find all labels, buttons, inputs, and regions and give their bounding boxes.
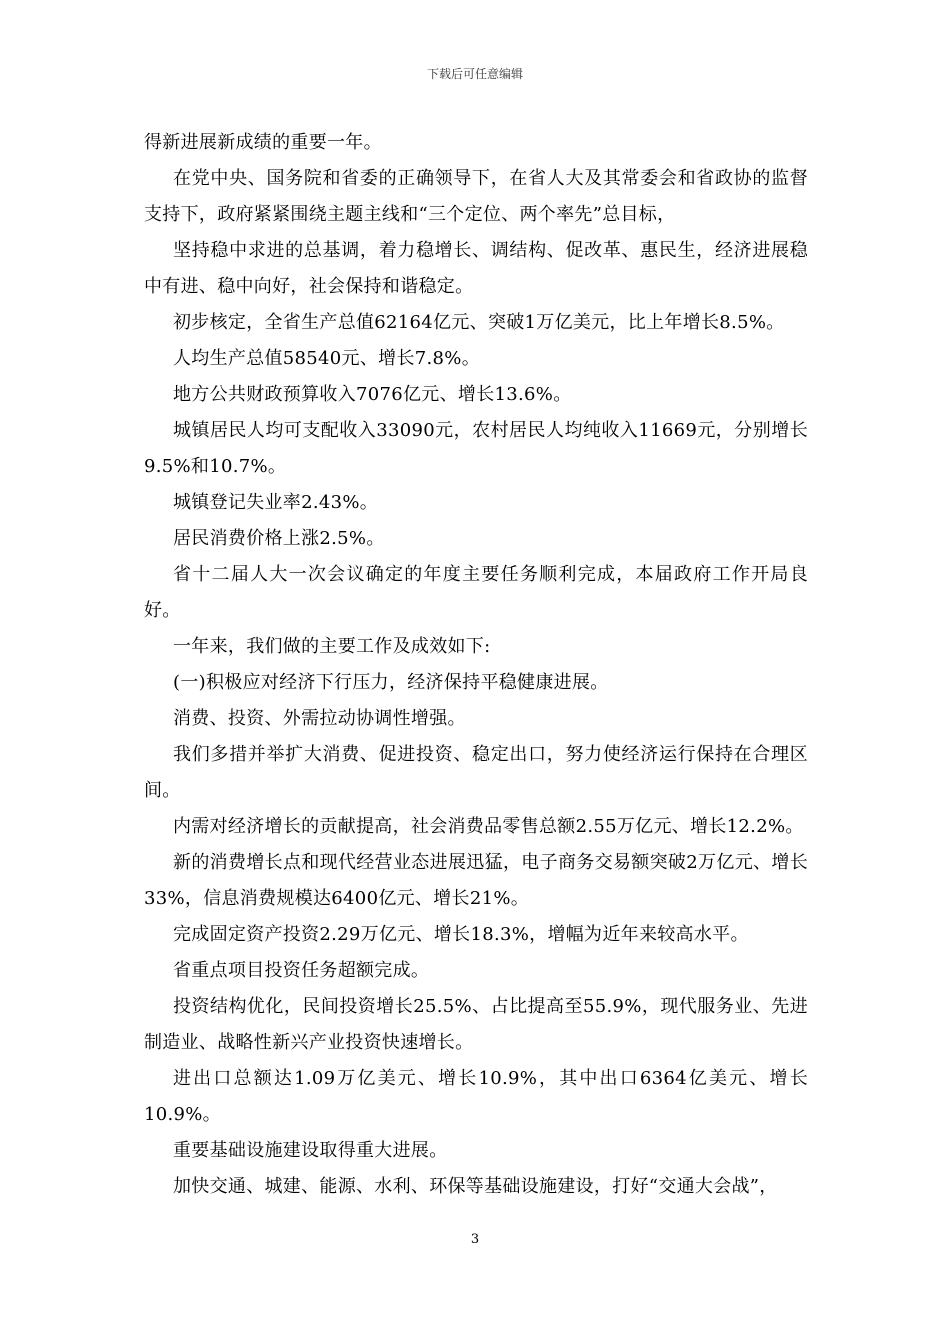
body-paragraph: 城镇居民人均可支配收入33090元，农村居民人均纯收入11669元，分别增长9.5%和10.7%。	[144, 420, 808, 477]
body-paragraph: 省重点项目投资任务超额完成。	[173, 960, 430, 981]
body-paragraph: 新的消费增长点和现代经营业态进展迅猛，电子商务交易额突破2万亿元、增长33%，信息消费规模达6400亿元、增长21%。	[144, 852, 808, 909]
body-paragraph: 省十二届人大一次会议确定的年度主要任务顺利完成，本届政府工作开局良好。	[144, 564, 808, 621]
body-paragraph: 内需对经济增长的贡献提高，社会消费品零售总额2.55万亿元、增长12.2%。	[173, 816, 804, 837]
body-paragraph: 加快交通、城建、能源、水利、环保等基础设施建设，打好“交通大会战”，	[173, 1176, 778, 1197]
body-paragraph: 消费、投资、外需拉动协调性增强。	[173, 708, 466, 729]
body-paragraph: 人均生产总值58540元、增长7.8%。	[173, 348, 480, 369]
document-body	[144, 125, 808, 1205]
body-paragraph: 在党中央、国务院和省委的正确领导下，在省人大及其常委会和省政协的监督支持下，政府紧紧围绕主题主线和“三个定位、两个率先”总目标，	[144, 168, 808, 225]
body-paragraph: 投资结构优化，民间投资增长25.5%、占比提高至55.9%，现代服务业、先进制造业、战略性新兴产业投资快速增长。	[144, 996, 808, 1053]
body-paragraph: 进出口总额达1.09万亿美元、增长10.9%，其中出口6364亿美元、增长10.9%。	[144, 1068, 808, 1125]
body-paragraph: 坚持稳中求进的总基调，着力稳增长、调结构、促改革、惠民生，经济进展稳中有进、稳中向好，社会保持和谐稳定。	[144, 240, 808, 297]
page-header-note: 下载后可任意编辑	[426, 67, 523, 81]
body-paragraph: 得新进展新成绩的重要一年。	[144, 132, 382, 153]
body-paragraph: 城镇登记失业率2.43%。	[173, 492, 379, 513]
body-paragraph: 重要基础设施建设取得重大进展。	[173, 1140, 448, 1161]
body-paragraph: 初步核定，全省生产总值62164亿元、突破1万亿美元，比上年增长8.5%。	[173, 312, 785, 333]
page-number: 3	[470, 1232, 480, 1247]
body-paragraph: 一年来，我们做的主要工作及成效如下:	[173, 636, 491, 657]
body-paragraph: 居民消费价格上涨2.5%。	[173, 528, 385, 549]
body-paragraph: 地方公共财政预算收入7076亿元、增长13.6%。	[173, 384, 572, 405]
body-paragraph: 我们多措并举扩大消费、促进投资、稳定出口，努力使经济运行保持在合理区间。	[144, 744, 808, 801]
body-paragraph: 完成固定资产投资2.29万亿元、增长18.3%，增幅为近年来较高水平。	[173, 924, 749, 945]
body-paragraph: (一)积极应对经济下行压力，经济保持平稳健康进展。	[173, 672, 609, 693]
